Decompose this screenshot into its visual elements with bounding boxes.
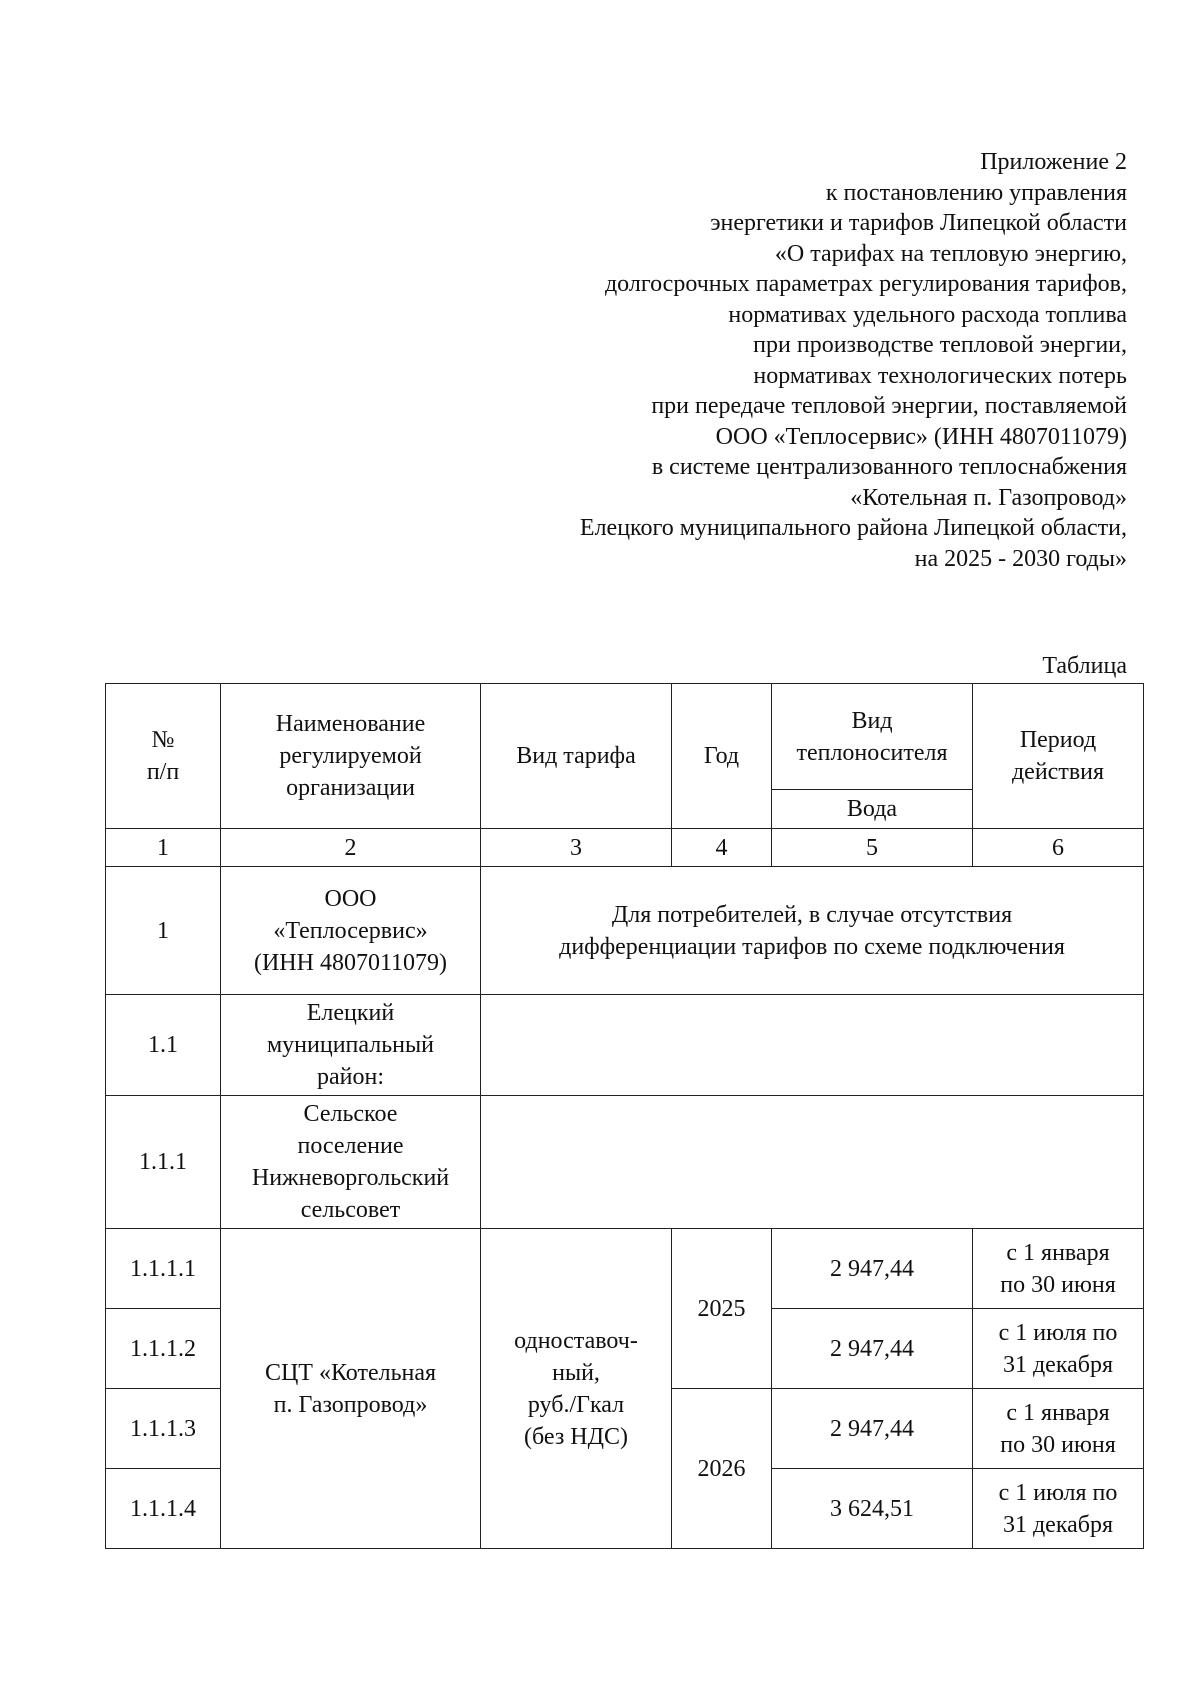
tariff-type: одноставоч- ный, руб./Гкал (без НДС)	[481, 1229, 672, 1549]
period-cell: с 1 января по 30 июня	[973, 1229, 1144, 1309]
empty-cell	[481, 1096, 1144, 1229]
col-number: 1	[106, 829, 221, 867]
settlement-name: Сельское поселение Нижневоргольский сельсовет	[221, 1096, 481, 1229]
tariff-value: 2 947,44	[772, 1229, 973, 1309]
period-cell: с 1 июля по 31 декабря	[973, 1469, 1144, 1549]
tariff-value: 2 947,44	[772, 1389, 973, 1469]
year-cell: 2025	[672, 1229, 772, 1389]
col-number: 5	[772, 829, 973, 867]
header-carrier-water: Вода	[772, 790, 973, 829]
header-line: ООО «Теплосервис» (ИНН 4807011079)	[715, 423, 1127, 450]
header-line: к постановлению управления	[825, 179, 1127, 206]
org-name: ООО «Теплосервис» (ИНН 4807011079)	[221, 867, 481, 995]
header-num: № п/п	[106, 684, 221, 829]
col-number: 4	[672, 829, 772, 867]
tariff-value: 2 947,44	[772, 1309, 973, 1389]
col-number: 2	[221, 829, 481, 867]
row-num: 1.1	[106, 995, 221, 1096]
org-row	[106, 867, 1144, 995]
header-tariff-type: Вид тарифа	[481, 684, 672, 829]
header-line: нормативах технологических потерь	[753, 362, 1127, 389]
header-period: Период действия	[973, 684, 1144, 829]
header-line: Елецкого муниципального района Липецкой области,	[579, 515, 1127, 541]
header-line: «О тарифах на тепловую энергию,	[774, 240, 1127, 267]
row-num: 1	[106, 867, 221, 995]
header-block	[367, 147, 1127, 574]
tariff-table	[105, 683, 1144, 1549]
header-line: на 2025 - 2030 годы»	[914, 545, 1127, 572]
system-name: СЦТ «Котельная п. Газопровод»	[221, 1229, 481, 1549]
year-cell: 2026	[672, 1389, 772, 1549]
header-line: нормативах удельного расхода топлива	[728, 301, 1127, 328]
table-row	[106, 1229, 1144, 1309]
district-row	[106, 995, 1144, 1096]
header-line: при передаче тепловой энергии, поставляемой	[651, 393, 1127, 419]
row-num: 1.1.1.4	[106, 1469, 221, 1549]
header-line: при производстве тепловой энергии,	[753, 332, 1127, 358]
col-number: 6	[973, 829, 1144, 867]
empty-cell	[481, 995, 1144, 1096]
header-year: Год	[672, 684, 772, 829]
row-num: 1.1.1.2	[106, 1309, 221, 1389]
header-line: долгосрочных параметрах регулирования тарифов,	[604, 271, 1127, 297]
period-cell: с 1 июля по 31 декабря	[973, 1309, 1144, 1389]
row-num: 1.1.1.1	[106, 1229, 221, 1309]
row-num: 1.1.1	[106, 1096, 221, 1229]
col-number: 3	[481, 829, 672, 867]
row-num: 1.1.1.3	[106, 1389, 221, 1469]
column-numbers-row	[106, 829, 1144, 867]
header-line: Приложение 2	[980, 149, 1127, 175]
tariff-value: 3 624,51	[772, 1469, 973, 1549]
settlement-row	[106, 1096, 1144, 1229]
header-line: в системе централизованного теплоснабжения	[651, 454, 1127, 480]
header-org: Наименование регулируемой организации	[221, 684, 481, 829]
header-carrier: Вид теплоносителя	[772, 684, 973, 790]
district-name: Елецкий муниципальный район:	[221, 995, 481, 1096]
header-line: энергетики и тарифов Липецкой области	[710, 210, 1127, 236]
period-cell: с 1 января по 30 июня	[973, 1389, 1144, 1469]
header-line: «Котельная п. Газопровод»	[850, 484, 1127, 511]
org-note: Для потребителей, в случае отсутствия дифференциации тарифов по схеме подключения	[481, 867, 1144, 995]
table-caption: Таблица	[1042, 653, 1127, 679]
